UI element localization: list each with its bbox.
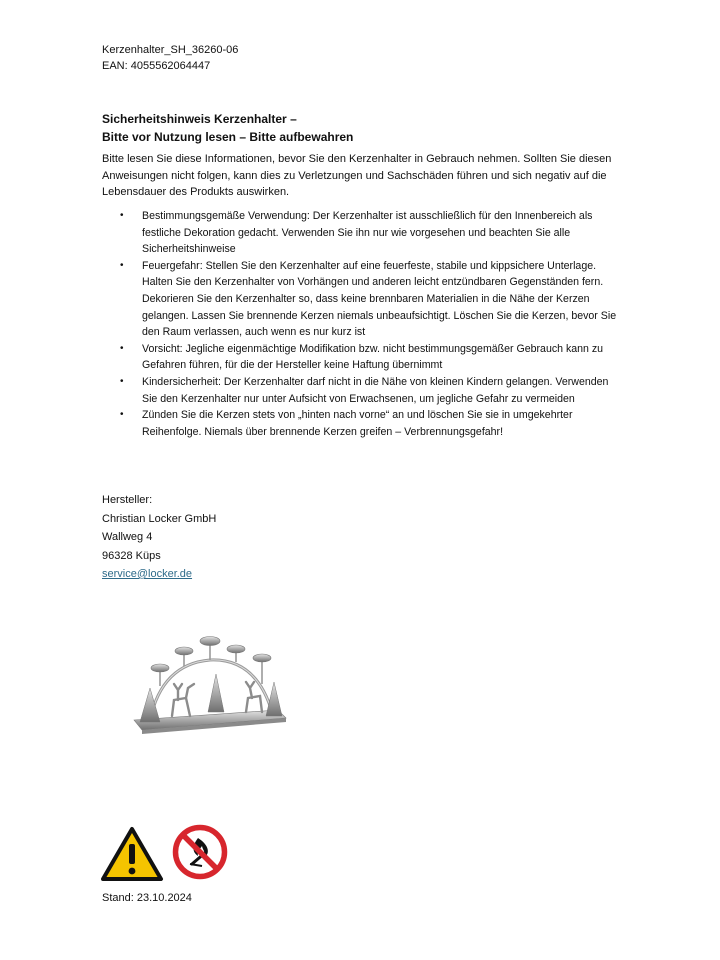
intro-paragraph: Bitte lesen Sie diese Informationen, bevor Sie den Kerzenhalter in Gebrauch nehmen. Sollten Sie diesen Anweisungen nicht folgen, kann dies zu Verletzungen und Sachschäden führen und sich negativ auf die Lebensdauer des Produkts auswirken. xyxy=(102,153,612,199)
manufacturer-name: Christian Locker GmbH xyxy=(102,512,217,525)
list-item-text: Feuergefahr: Stellen Sie den Kerzenhalter auf eine feuerfeste, stabile und kippsichere Unterlage. Halten Sie den Kerzenhalter von Vorhängen und anderen leicht entzündbaren Gegenständen fern. Dekorieren Sie den Kerzenhalter so, dass keine brennbaren Materialien in die Nähe der Kerzen gelangen. Lassen Sie brennende Kerzen niemals unbeaufsichtigt. Löschen Sie die Kerzen, bevor Sie den Raum verlassen, auch wenn es nur kurz ist xyxy=(142,259,617,339)
list-item-text: Zünden Sie die Kerzen stets von „hinten nach vorne“ an und löschen Sie sie in umgekehrter Reihenfolge. Niemals über brennende Kerzen greifen – Verbrennungsgefahr! xyxy=(142,409,573,438)
list-item xyxy=(102,258,625,341)
bullet-icon: • xyxy=(120,342,124,354)
list-item xyxy=(102,341,625,374)
manufacturer-block xyxy=(102,491,216,584)
list-item-text: Kindersicherheit: Der Kerzenhalter darf nicht in die Nähe von kleinen Kindern gelangen. Verwenden Sie den Kerzenhalter nur unter Aufsicht von Erwachsenen, um jegliche Gefahr zu vermeiden xyxy=(142,375,609,405)
list-item xyxy=(102,208,625,258)
no-open-flame-icon xyxy=(172,824,228,880)
document-title xyxy=(102,110,353,146)
safety-list xyxy=(102,208,625,440)
manufacturer-email-link[interactable]: service@locker.de xyxy=(102,568,193,580)
article-number: Kerzenhalter_SH_36260-06 xyxy=(102,44,239,56)
title-line-1: Sicherheitshinweis Kerzenhalter – xyxy=(102,112,297,126)
bullet-icon: • xyxy=(120,375,124,387)
bullet-icon: • xyxy=(120,409,124,421)
list-item xyxy=(102,374,625,407)
candle-arch-product-image xyxy=(128,628,288,743)
list-item-text: Vorsicht: Jegliche eigenmächtige Modifikation bzw. nicht bestimmungsgemäßer Gebrauch kann zu Gefahren führen, für die der Hersteller keine Haftung übernimmt xyxy=(142,342,604,372)
manufacturer-label: Hersteller: xyxy=(102,494,153,506)
document-meta xyxy=(102,42,238,74)
manufacturer-street: Wallweg 4 xyxy=(102,531,153,543)
ean-number: EAN: 4055562064447 xyxy=(102,60,211,72)
warning-triangle-icon xyxy=(100,826,164,882)
document-date: Stand: 23.10.2024 xyxy=(102,892,192,904)
title-line-2: Bitte vor Nutzung lesen – Bitte aufbewahren xyxy=(102,130,354,144)
list-item xyxy=(102,407,625,440)
bullet-icon: • xyxy=(120,210,124,221)
bullet-icon: • xyxy=(120,259,124,271)
list-item-text: Bestimmungsgemäße Verwendung: Der Kerzenhalter ist ausschließlich für den Innenbereich als festliche Dekoration gedacht. Verwenden Sie ihn nur wie vorgesehen und beachten Sie alle Sicherheitshinweise xyxy=(142,210,593,256)
manufacturer-city: 96328 Küps xyxy=(102,549,161,562)
